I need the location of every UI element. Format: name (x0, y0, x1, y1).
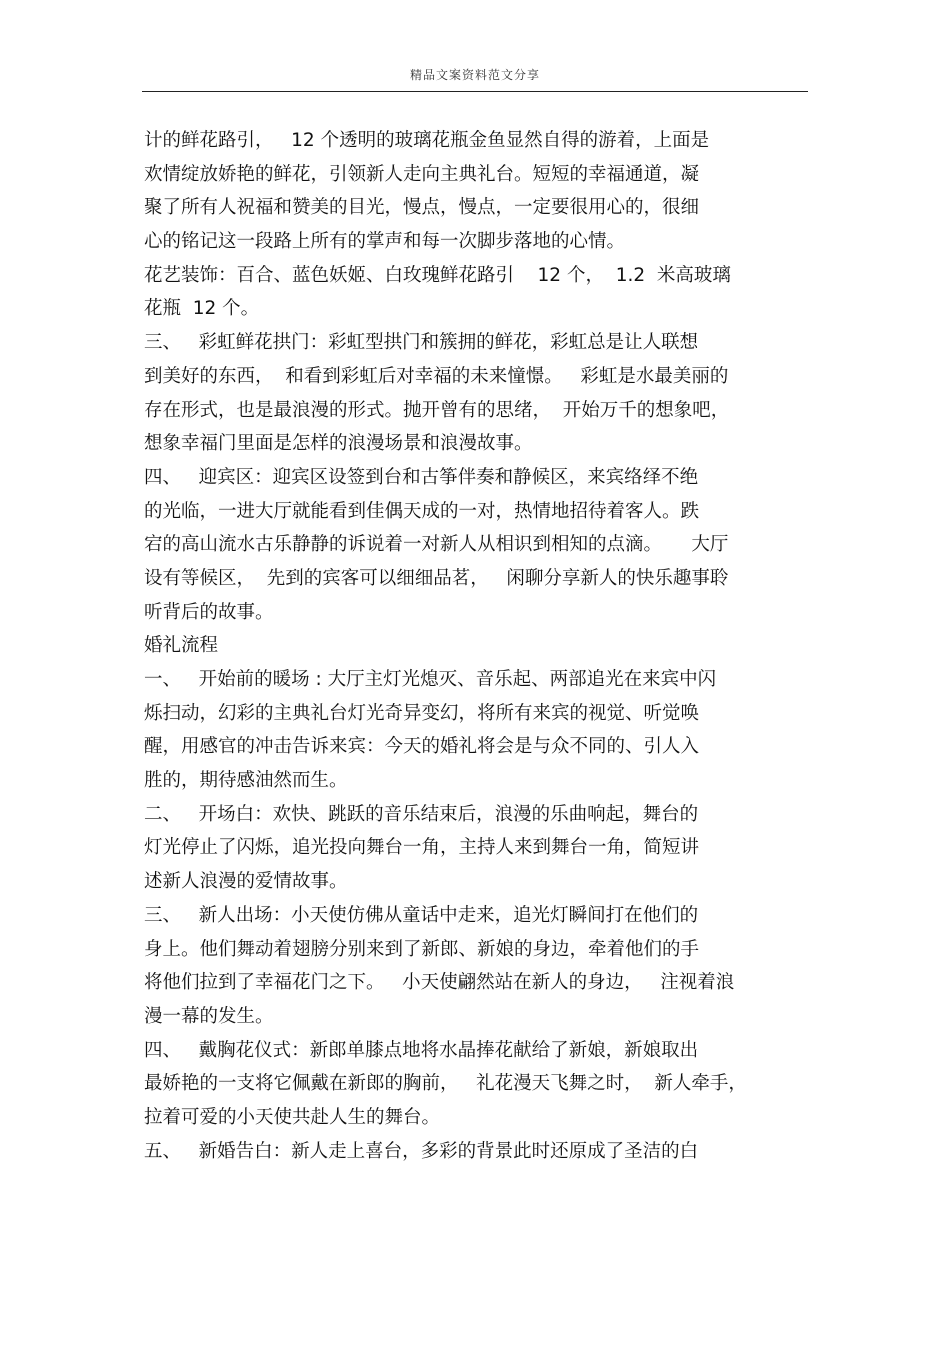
text-line: 四、 迎宾区：迎宾区设签到台和古筝伴奏和静候区，来宾络绎不绝 (144, 466, 699, 488)
text-line: 设有等候区， 先到的宾客可以细细品茗， 闲聊分享新人的快乐趣事聆 (144, 567, 729, 589)
header-divider (142, 91, 808, 92)
text-line: 心的铭记这一段路上所有的掌声和每一次脚步落地的心情。 (144, 231, 626, 253)
document-body (144, 124, 808, 1168)
text-line: 五、 新婚告白：新人走上喜台，多彩的背景此时还原成了圣洁的白 (144, 1140, 699, 1162)
text-line: 听背后的故事。 (144, 601, 274, 623)
text-line: 胜的，期待感油然而生。 (144, 770, 348, 792)
text-line: 花艺装饰：百合、蓝色妖姬、白玫瑰鲜花路引 12 个， 1.2 米高玻璃 (144, 264, 731, 286)
text-line: 到美好的东西， 和看到彩虹后对幸福的未来憧憬。 彩虹是水最美丽的 (144, 365, 729, 387)
text-line: 一、 开始前的暖场 : 大厅主灯光熄灭、音乐起、两部追光在来宾中闪 (144, 669, 717, 690)
text-line: 欢情绽放娇艳的鲜花，引领新人走向主典礼台。短短的幸福通道，凝 (144, 163, 700, 185)
text-line: 三、 新人出场：小天使仿佛从童话中走来，追光灯瞬间打在他们的 (144, 904, 699, 926)
text-line: 聚了所有人祝福和赞美的目光，慢点，慢点，一定要很用心的，很细 (144, 197, 700, 219)
text-line: 存在形式，也是最浪漫的形式。抛开曾有的思绪， 开始万千的想象吧， (144, 399, 730, 421)
text-line: 醒，用感官的冲击告诉来宾：今天的婚礼将会是与众不同的、引人入 (144, 736, 700, 758)
text-line: 烁扫动，幻彩的主典礼台灯光奇异变幻，将所有来宾的视觉、听觉唤 (144, 702, 700, 724)
text-line: 的光临，一进大厅就能看到佳偶天成的一对，热情地招待着客人。跌 (144, 500, 700, 522)
text-line: 最娇艳的一支将它佩戴在新郎的胸前， 礼花漫天飞舞之时， 新人牵手， (144, 1073, 747, 1095)
text-line: 花瓶 12 个。 (144, 298, 260, 320)
text-line: 计的鲜花路引， 12 个透明的玻璃花瓶金鱼显然自得的游着，上面是 (144, 130, 710, 151)
text-line: 二、 开场白：欢快、跳跃的音乐结束后，浪漫的乐曲响起，舞台的 (144, 803, 699, 825)
text-line: 述新人浪漫的爱情故事。 (144, 871, 348, 893)
text-line: 四、 戴胸花仪式：新郎单膝点地将水晶捧花献给了新娘，新娘取出 (144, 1039, 699, 1061)
text-line: 灯光停止了闪烁，追光投向舞台一角，主持人来到舞台一角，简短讲 (144, 837, 700, 859)
section-heading: 婚礼流程 (144, 635, 219, 657)
text-line: 拉着可爱的小天使共赴人生的舞台。 (144, 1106, 441, 1128)
text-line: 漫一幕的发生。 (144, 1005, 274, 1027)
text-line: 将他们拉到了幸福花门之下。 小天使翩然站在新人的身边， 注视着浪 (144, 972, 735, 994)
text-line: 宕的高山流水古乐静静的诉说着一对新人从相识到相知的点滴。 大厅 (144, 534, 729, 556)
text-line: 身上。他们舞动着翅膀分别来到了新郎、新娘的身边，牵着他们的手 (144, 938, 700, 960)
text-line: 想象幸福门里面是怎样的浪漫场景和浪漫故事。 (144, 433, 533, 455)
text-line: 三、 彩虹鲜花拱门：彩虹型拱门和簇拥的鲜花，彩虹总是让人联想 (144, 332, 699, 354)
page-header: 精品文案资料范文分享 (409, 68, 540, 82)
